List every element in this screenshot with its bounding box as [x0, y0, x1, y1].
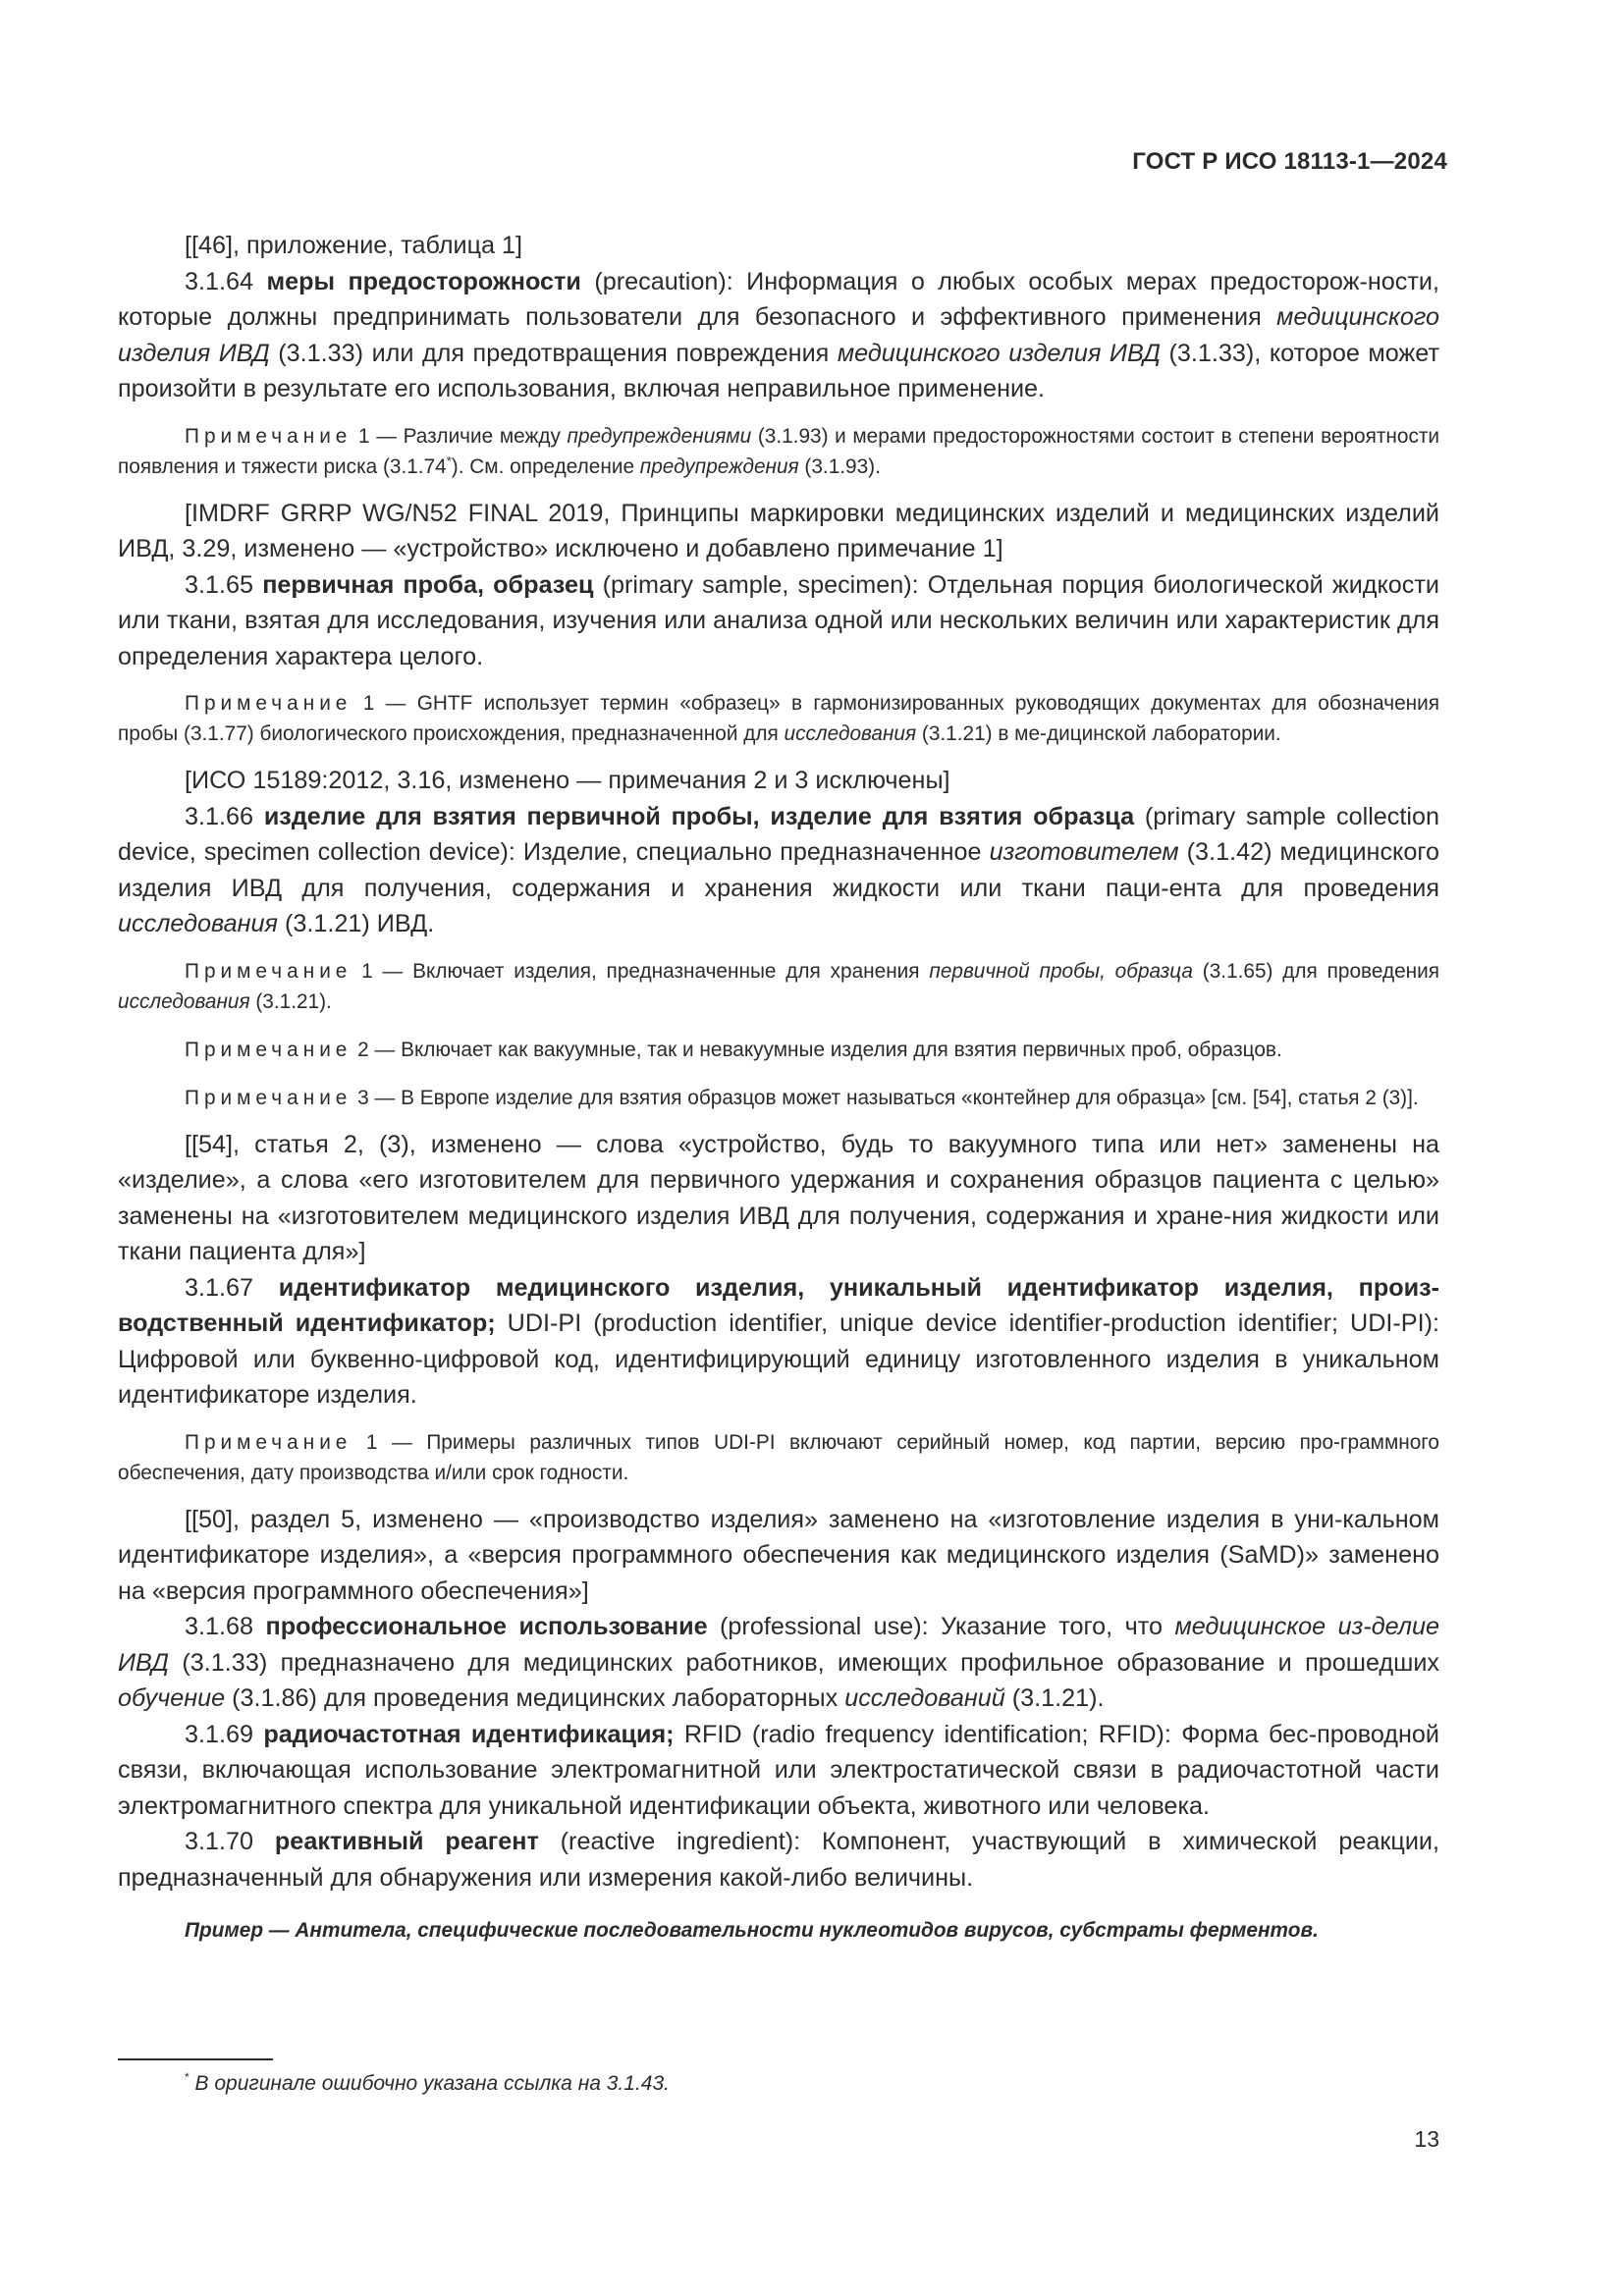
reference-46: [[46], приложение, таблица 1] — [185, 232, 523, 259]
footnote — [185, 2071, 670, 2097]
term-3-1-67: 3.1.67 идентификатор медицинского изделия, уникальный идентификатор изделия, произ-водственный идентификатор; UDI-PI (production identifier, unique device identifier-production identifier; UDI-PI): Цифровой или буквенно-цифровой код, идентифицирующий единицу изготовленного изделия в уникальном идентификаторе изделия. — [118, 1273, 1439, 1409]
document-header: ГОСТ Р ИСО 18113-1—2024 — [1132, 148, 1447, 175]
footnote-mark: * — [185, 2070, 189, 2084]
document-body — [118, 228, 1439, 1946]
term-3-1-68: 3.1.68 профессиональное использование (professional use): Указание того, что медицинское из-делие ИВД (3.1.33) предназначено для медицинских работников, имеющих профильное образование и прошедших обучение (3.1.86) для проведения медицинских лабораторных исследований (3.1.21). — [118, 1613, 1440, 1712]
note-3-1-65: Примечание 1 — GHTF использует термин «образец» в гармонизированных руководящих документах для обозначения пробы (3.1.77) биологического происхождения, предназначенной для исследования (3.1.21) в ме-дицинской лаборатории. — [118, 692, 1439, 745]
example-3-1-70: Пример — Антитела, специфические последовательности нуклеотидов вирусов, субстраты ферментов. — [185, 1919, 1319, 1942]
term-3-1-64: 3.1.64 меры предосторожности (precaution): Информация о любых особых мерах предосторож-ности, которые должны предпринимать пользователи для безопасного и эффективного применения медицинского изделия ИВД (3.1.33) или для предотвращения повреждения медицинского изделия ИВД (3.1.33), которое может произойти в результате его использования, включая неправильное применение. — [118, 267, 1439, 402]
note-3-1-64: Примечание 1 — Различие между предупреждениями (3.1.93) и мерами предосторожностями состоит в степени вероятности появления и тяжести риска (3.1.74*). См. определение предупреждения (3.1.93). — [118, 424, 1439, 478]
source-3-1-64: [IMDRF GRRP WG/N52 FINAL 2019, Принципы маркировки медицинских изделий и медицинских изделий ИВД, 3.29, изменено — «устройство» исключено и добавлено примечание 1] — [118, 499, 1439, 562]
page-number: 13 — [1414, 2126, 1439, 2152]
footnote-text: В оригинале ошибочно указана ссылка на 3.1.43. — [189, 2072, 670, 2095]
note-3-1-66-2: Примечание 2 — Включает как вакуумные, так и невакуумные изделия для взятия первичных проб, образцов. — [185, 1038, 1282, 1061]
source-3-1-65: [ИСО 15189:2012, 3.16, изменено — примечания 2 и 3 исключены] — [185, 767, 950, 794]
term-3-1-65: 3.1.65 первичная проба, образец (primary sample, specimen): Отдельная порция биологической жидкости или ткани, взятая для исследования, изучения или анализа одной или нескольких величин или характеристик для определения характера целого. — [118, 570, 1440, 670]
source-3-1-66: [[54], статья 2, (3), изменено — слова «устройство, будь то вакуумного типа или нет» заменены на «изделие», а слова «его изготовителем для первичного удержания и сохранения образцов пациента с целью» заменены на «изготовителем медицинского изделия ИВД для получения, содержания и хране-ния жидкости или ткани пациента для»] — [118, 1130, 1439, 1265]
footnote-divider — [118, 2058, 273, 2060]
note-3-1-66-1: Примечание 1 — Включает изделия, предназначенные для хранения первичной пробы, образца (3.1.65) для проведения исследования (3.1.21). — [118, 959, 1440, 1013]
term-3-1-66: 3.1.66 изделие для взятия первичной пробы, изделие для взятия образца (primary sample collection device, specimen collection device): Изделие, специально предназначенное изготовителем (3.1.42) медицинского изделия ИВД для получения, содержания и хранения жидкости или ткани паци-ента для проведения исследования (3.1.21) ИВД. — [118, 802, 1440, 937]
note-3-1-66-3: Примечание 3 — В Европе изделие для взятия образцов может называться «контейнер для образца» [см. [54], статья 2 (3)]. — [185, 1086, 1419, 1109]
note-3-1-67: Примечание 1 — Примеры различных типов UDI-PI включают серийный номер, код партии, версию про-граммного обеспечения, дату производства и/или срок годности. — [118, 1430, 1439, 1484]
term-3-1-69: 3.1.69 радиочастотная идентификация; RFID (radio frequency identification; RFID): Форма бес-проводной связи, включающая использование электромагнитной или электростатической связи в радиочастотной части электромагнитного спектра для уникальной идентификации объекта, животного или человека. — [118, 1720, 1439, 1820]
term-3-1-70: 3.1.70 реактивный реагент (reactive ingredient): Компонент, участвующий в химической реакции, предназначенный для обнаружения или измерения какой-либо величины. — [118, 1828, 1439, 1892]
source-3-1-67: [[50], раздел 5, изменено — «производство изделия» заменено на «изготовление изделия в уни-кальном идентификаторе изделия», а «версия программного обеспечения как медицинского изделия (SaMD)» заменено на «версия программного обеспечения»] — [118, 1505, 1439, 1605]
